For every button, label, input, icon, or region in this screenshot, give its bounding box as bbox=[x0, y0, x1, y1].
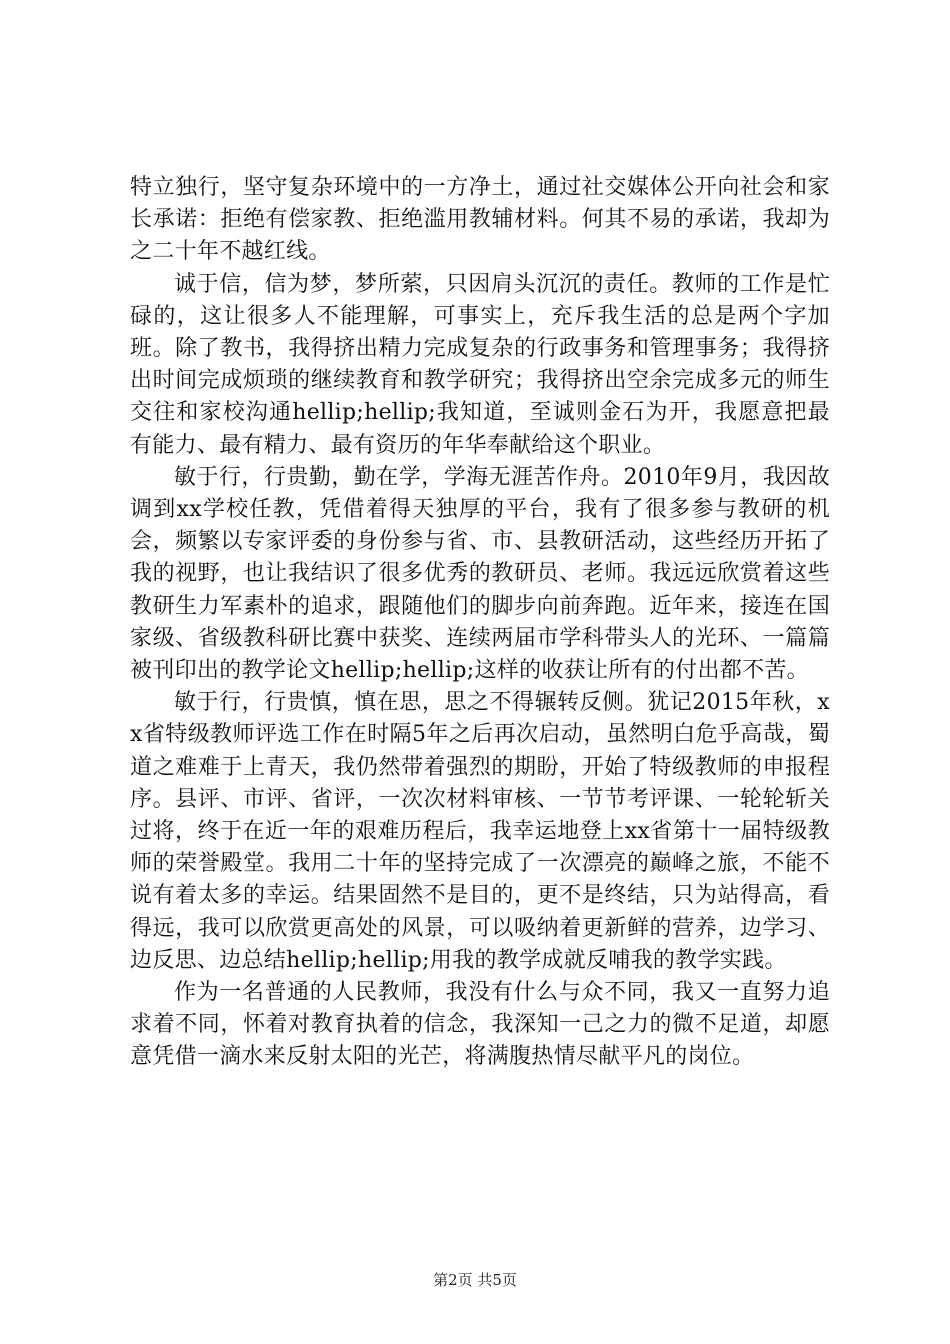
body-text bbox=[130, 172, 830, 1074]
paragraph-1: 特立独行，坚守复杂环境中的一方净土，通过社交媒体公开向社会和家长承诺：拒绝有偿家教、拒绝滥用教辅材料。何其不易的承诺，我却为之二十年不越红线。 bbox=[130, 175, 830, 265]
paragraph-5: 作为一名普通的人民教师，我没有什么与众不同，我又一直努力追求着不同，怀着对教育执着的信念，我深知一己之力的微不足道，却愿意凭借一滴水来反射太阳的光芒，将满腹热情尽献平凡的岗位。 bbox=[130, 980, 830, 1070]
page-number: 第2页 共5页 bbox=[433, 1271, 517, 1289]
paragraph-3: 敏于行，行贵勤，勤在学，学海无涯苦作舟。2010年9月，我因故调到xx学校任教，凭借着得天独厚的平台，我有了很多参与教研的机会，频繁以专家评委的身份参与省、市、县教研活动，这些经历开拓了我的视野，也让我结识了很多优秀的教研员、老师。我远远欣赏着这些教研生力军素朴的追求，跟随他们的脚步向前奔跑。近年来，接连在国家级、省级教科研比赛中获奖、连续两届市学科带头人的光环、一篇篇被刊印出的教学论文hellip;hellip;这样的收获让所有的付出都不苦。 bbox=[130, 464, 830, 684]
paragraph-2: 诚于信，信为梦，梦所萦，只因肩头沉沉的责任。教师的工作是忙碌的，这让很多人不能理解，可事实上，充斥我生活的总是两个字加班。除了教书，我得挤出精力完成复杂的行政事务和管理事务；我得挤出时间完成烦琐的继续教育和教学研究；我得挤出空余完成多元的师生交往和家校沟通hellip;hellip;我知道，至诚则金石为开，我愿意把最有能力、最有精力、最有资历的年华奉献给这个职业。 bbox=[130, 271, 830, 458]
page-footer bbox=[0, 1270, 950, 1290]
paragraph-4: 敏于行，行贵慎，慎在思，思之不得辗转反侧。犹记2015年秋，xx省特级教师评选工作在时隔5年之后再次启动，虽然明白危乎高哉，蜀道之难难于上青天，我仍然带着强烈的期盼，开始了特级教师的申报程序。县评、市评、省评，一次次材料审核、一节节考评课、一轮轮斩关过将，终于在近一年的艰难历程后，我幸运地登上xx省第十一届特级教师的荣誉殿堂。我用二十年的坚持完成了一次漂亮的巅峰之旅，不能不说有着太多的幸运。结果固然不是目的，更不是终结，只为站得高，看得远，我可以欣赏更高处的风景，可以吸纳着更新鲜的营养，边学习、边反思、边总结hellip;hellip;用我的教学成就反哺我的教学实践。 bbox=[130, 690, 830, 973]
